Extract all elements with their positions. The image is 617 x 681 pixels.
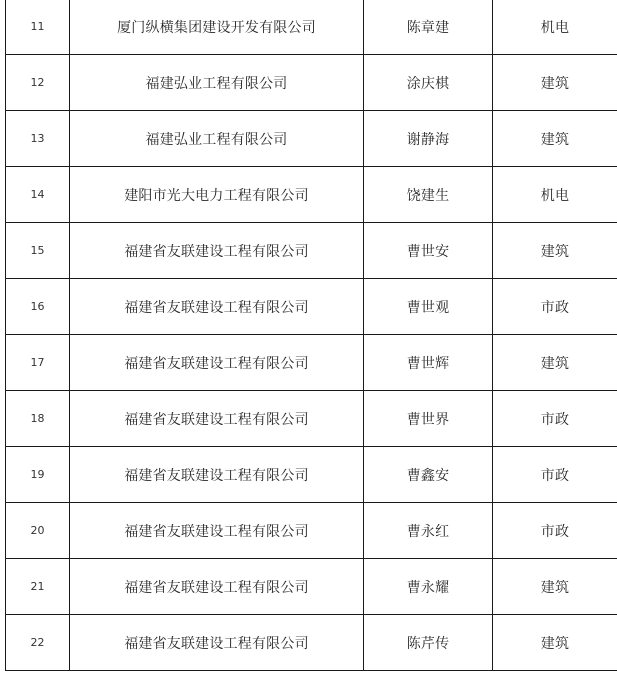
row-index: 15 xyxy=(6,223,70,279)
specialty: 建筑 xyxy=(493,559,617,615)
row-index: 19 xyxy=(6,447,70,503)
specialty: 建筑 xyxy=(493,335,617,391)
company-name: 福建弘业工程有限公司 xyxy=(70,55,364,111)
table-row xyxy=(6,167,617,223)
specialty: 机电 xyxy=(493,0,617,55)
row-index: 13 xyxy=(6,111,70,167)
person-name: 曹永耀 xyxy=(364,559,493,615)
specialty: 机电 xyxy=(493,167,617,223)
specialty: 建筑 xyxy=(493,223,617,279)
row-index: 18 xyxy=(6,391,70,447)
specialty: 建筑 xyxy=(493,55,617,111)
company-name: 福建省友联建设工程有限公司 xyxy=(70,223,364,279)
specialty: 建筑 xyxy=(493,615,617,671)
person-name: 曹永红 xyxy=(364,503,493,559)
row-index: 21 xyxy=(6,559,70,615)
personnel-table xyxy=(5,0,617,671)
company-name: 福建省友联建设工程有限公司 xyxy=(70,503,364,559)
table-row xyxy=(6,279,617,335)
company-name: 福建省友联建设工程有限公司 xyxy=(70,391,364,447)
specialty: 市政 xyxy=(493,279,617,335)
company-name: 福建省友联建设工程有限公司 xyxy=(70,615,364,671)
person-name: 曹世观 xyxy=(364,279,493,335)
person-name: 曹世安 xyxy=(364,223,493,279)
row-index: 20 xyxy=(6,503,70,559)
table-row xyxy=(6,503,617,559)
company-name: 福建省友联建设工程有限公司 xyxy=(70,335,364,391)
table-row xyxy=(6,391,617,447)
table-row xyxy=(6,111,617,167)
table-row xyxy=(6,223,617,279)
specialty: 市政 xyxy=(493,503,617,559)
person-name: 曹世辉 xyxy=(364,335,493,391)
company-name: 福建省友联建设工程有限公司 xyxy=(70,559,364,615)
row-index: 17 xyxy=(6,335,70,391)
person-name: 曹鑫安 xyxy=(364,447,493,503)
company-name: 福建省友联建设工程有限公司 xyxy=(70,279,364,335)
row-index: 22 xyxy=(6,615,70,671)
company-name: 建阳市光大电力工程有限公司 xyxy=(70,167,364,223)
row-index: 16 xyxy=(6,279,70,335)
table-row xyxy=(6,615,617,671)
company-name: 福建弘业工程有限公司 xyxy=(70,111,364,167)
person-name: 陈章建 xyxy=(364,0,493,55)
person-name: 饶建生 xyxy=(364,167,493,223)
table-row xyxy=(6,559,617,615)
specialty: 市政 xyxy=(493,447,617,503)
specialty: 市政 xyxy=(493,391,617,447)
company-name: 厦门纵横集团建设开发有限公司 xyxy=(70,0,364,55)
row-index: 12 xyxy=(6,55,70,111)
row-index: 11 xyxy=(6,0,70,55)
table-row xyxy=(6,0,617,55)
table-body xyxy=(6,0,617,671)
person-name: 涂庆棋 xyxy=(364,55,493,111)
company-name: 福建省友联建设工程有限公司 xyxy=(70,447,364,503)
person-name: 陈芹传 xyxy=(364,615,493,671)
person-name: 谢静海 xyxy=(364,111,493,167)
table-row xyxy=(6,55,617,111)
table-row xyxy=(6,335,617,391)
specialty: 建筑 xyxy=(493,111,617,167)
person-name: 曹世界 xyxy=(364,391,493,447)
row-index: 14 xyxy=(6,167,70,223)
table-row xyxy=(6,447,617,503)
